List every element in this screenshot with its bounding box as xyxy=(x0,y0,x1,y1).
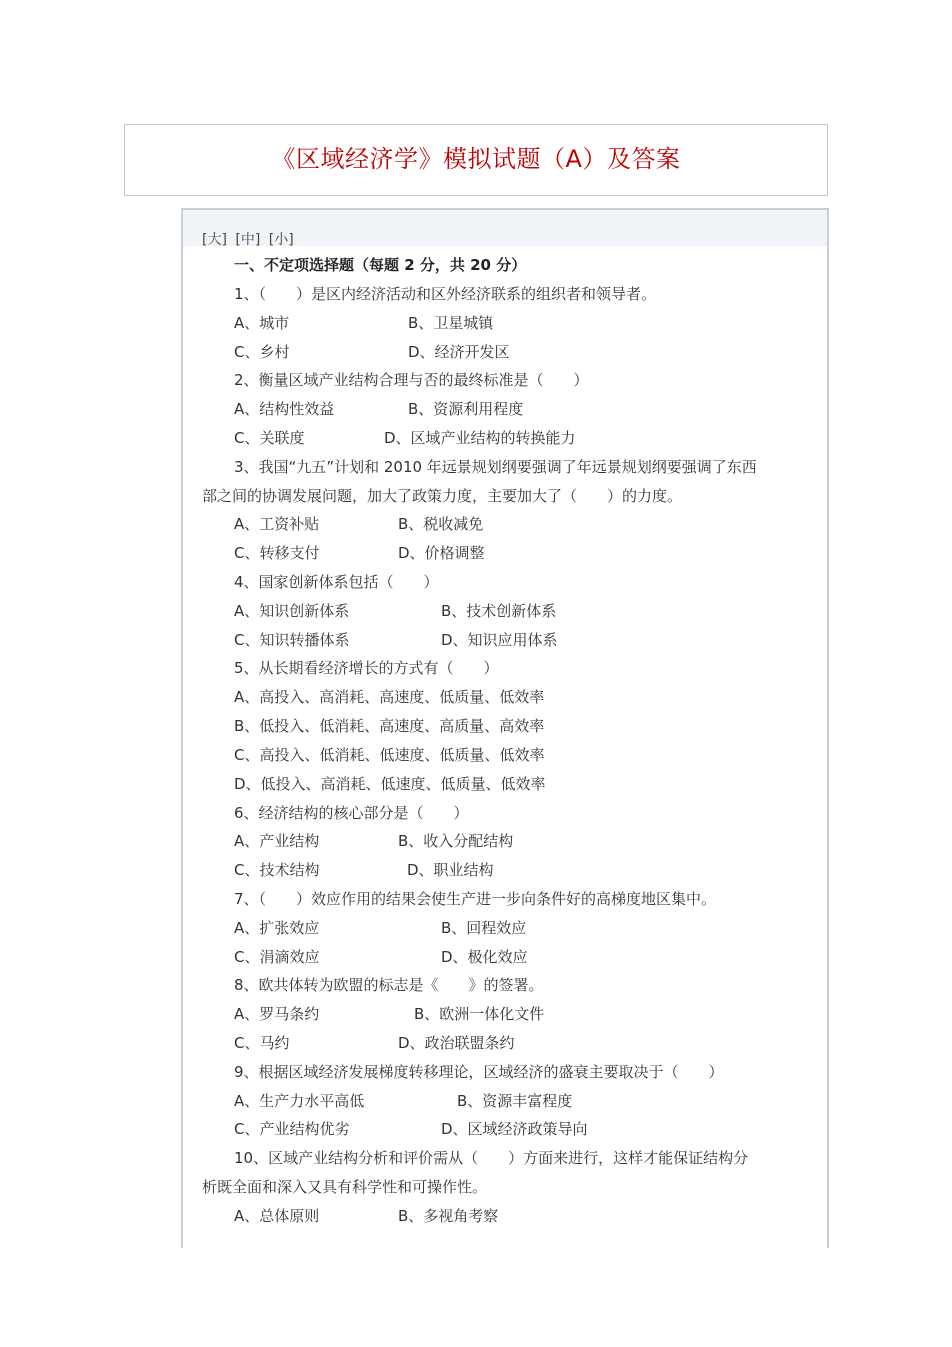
question-3-option-d: D、价格调整 xyxy=(398,544,485,562)
question-9-stem: 9、根据区域经济发展梯度转移理论，区域经济的盛衰主要取决于（ ） xyxy=(234,1063,724,1081)
question-5-option-c: C、高投入、低消耗、低速度、低质量、低效率 xyxy=(234,746,545,764)
question-6-option-d: D、职业结构 xyxy=(407,861,494,879)
question-1-option-b: B、卫星城镇 xyxy=(408,314,494,332)
question-9-option-b: B、资源丰富程度 xyxy=(457,1092,573,1110)
question-2-option-d: D、区域产业结构的转换能力 xyxy=(384,429,576,447)
question-4-option-b: B、技术创新体系 xyxy=(441,602,557,620)
question-3-option-a: A、工资补贴 xyxy=(234,515,320,533)
question-7-stem: 7、（ ）效应作用的结果会使生产进一步向条件好的高梯度地区集中。 xyxy=(234,890,717,908)
question-4-option-d: D、知识应用体系 xyxy=(441,631,558,649)
question-2-option-c: C、关联度 xyxy=(234,429,305,447)
question-1-stem: 1、（ ）是区内经济活动和区外经济联系的组织者和领导者。 xyxy=(234,285,657,303)
question-6-option-c: C、技术结构 xyxy=(234,861,320,879)
question-9-option-d: D、区域经济政策导向 xyxy=(441,1120,588,1138)
question-7-option-b: B、回程效应 xyxy=(441,919,527,937)
question-4-option-c: C、知识转播体系 xyxy=(234,631,350,649)
question-9-option-c: C、产业结构优劣 xyxy=(234,1120,350,1138)
question-8-option-a: A、罗马条约 xyxy=(234,1005,320,1023)
font-size-medium-link[interactable]: [中] xyxy=(235,232,261,248)
question-8-option-d: D、政治联盟条约 xyxy=(398,1034,515,1052)
question-3-option-c: C、转移支付 xyxy=(234,544,320,562)
title-box xyxy=(124,124,828,196)
question-6-option-b: B、收入分配结构 xyxy=(398,832,514,850)
page-title: 《区域经济学》模拟试题（A）及答案 xyxy=(271,145,681,173)
question-3-stem-line-2: 部之间的协调发展问题，加大了政策力度，主要加大了（ ）的力度。 xyxy=(202,487,683,505)
question-10-option-b: B、多视角考察 xyxy=(398,1207,499,1225)
question-4-option-a: A、知识创新体系 xyxy=(234,602,350,620)
question-5-option-d: D、低投入、高消耗、低速度、低质量、低效率 xyxy=(234,775,546,793)
question-2-stem: 2、衡量区域产业结构合理与否的最终标准是（ ） xyxy=(234,371,589,389)
font-size-small-link[interactable]: [小] xyxy=(268,232,294,248)
font-size-large-link[interactable]: [大] xyxy=(202,232,227,248)
question-4-stem: 4、国家创新体系包括（ ） xyxy=(234,573,439,591)
question-1-option-d: D、经济开发区 xyxy=(408,343,510,361)
question-5-stem: 5、从长期看经济增长的方式有（ ） xyxy=(234,659,499,677)
question-2-option-a: A、结构性效益 xyxy=(234,400,335,418)
section-heading: 一、不定项选择题（每题 2 分，共 20 分） xyxy=(234,256,527,274)
question-5-option-b: B、低投入、低消耗、高速度、高质量、高效率 xyxy=(234,717,545,735)
question-1-option-c: C、乡村 xyxy=(234,343,290,361)
question-7-option-d: D、极化效应 xyxy=(441,948,528,966)
question-8-stem: 8、欧共体转为欧盟的标志是《 》的签署。 xyxy=(234,976,544,994)
font-size-switcher xyxy=(202,229,298,249)
question-3-stem-line-1: 3、我国“九五”计划和 2010 年远景规划纲要强调了年远景规划纲要强调了东西 xyxy=(234,458,757,476)
question-9-option-a: A、生产力水平高低 xyxy=(234,1092,365,1110)
question-7-option-c: C、涓滴效应 xyxy=(234,948,320,966)
question-3-option-b: B、税收减免 xyxy=(398,515,484,533)
question-10-stem-line-1: 10、区域产业结构分析和评价需从（ ）方面来进行，这样才能保证结构分 xyxy=(234,1149,749,1167)
question-6-option-a: A、产业结构 xyxy=(234,832,320,850)
question-8-option-c: C、马约 xyxy=(234,1034,290,1052)
question-8-option-b: B、欧洲一体化文件 xyxy=(414,1005,545,1023)
question-1-option-a: A、城市 xyxy=(234,314,290,332)
question-7-option-a: A、扩张效应 xyxy=(234,919,320,937)
question-10-option-a: A、总体原则 xyxy=(234,1207,320,1225)
question-10-stem-line-2: 析既全面和深入又具有科学性和可操作性。 xyxy=(202,1178,488,1196)
question-6-stem: 6、经济结构的核心部分是（ ） xyxy=(234,804,469,822)
question-5-option-a: A、高投入、高消耗、高速度、低质量、低效率 xyxy=(234,688,545,706)
question-2-option-b: B、资源利用程度 xyxy=(408,400,524,418)
